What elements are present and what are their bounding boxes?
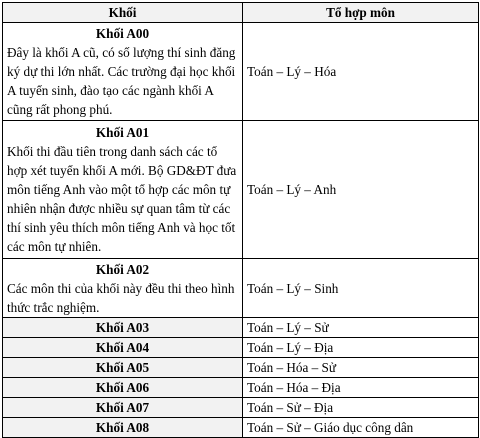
subjects-cell: Toán – Lý – Hóa — [243, 23, 479, 121]
table-row — [3, 23, 479, 121]
block-code: Khối A08 — [3, 418, 243, 438]
table-row — [3, 338, 479, 358]
subjects-cell: Toán – Lý – Sử — [243, 318, 479, 338]
subjects-cell: Toán – Sử – Giáo dục công dân — [243, 418, 479, 438]
khoi-table — [2, 2, 479, 438]
block-code: Khối A06 — [3, 378, 243, 398]
block-description: Các môn thi của khối này đều thi theo hình thức trắc nghiệm. — [7, 280, 235, 315]
subjects-cell: Toán – Lý – Địa — [243, 338, 479, 358]
subjects-cell: Toán – Hóa – Sử — [243, 358, 479, 378]
subjects-cell: Toán – Lý – Sinh — [243, 259, 479, 318]
table-row — [3, 378, 479, 398]
block-code: Khối A05 — [3, 358, 243, 378]
block-code: Khối A00 — [95, 26, 150, 41]
table-row — [3, 318, 479, 338]
block-cell — [3, 121, 243, 259]
table-row — [3, 398, 479, 418]
subjects-cell: Toán – Lý – Anh — [243, 121, 479, 259]
header-khoi: Khối — [3, 3, 243, 23]
subjects-cell: Toán – Hóa – Địa — [243, 378, 479, 398]
block-code: Khối A07 — [3, 398, 243, 418]
block-code: Khối A02 — [95, 261, 150, 277]
block-code: Khối A01 — [95, 125, 150, 140]
block-cell — [3, 259, 243, 318]
block-code: Khối A04 — [3, 338, 243, 358]
block-code: Khối A03 — [3, 318, 243, 338]
block-cell — [3, 23, 243, 121]
table-row — [3, 259, 479, 318]
table-row — [3, 121, 479, 259]
table-row — [3, 418, 479, 438]
table-row — [3, 358, 479, 378]
subjects-cell: Toán – Sử – Địa — [243, 398, 479, 418]
header-to-hop-mon: Tổ hợp môn — [243, 3, 479, 23]
block-description: Khối thi đầu tiên trong danh sách các tổ hợp xét tuyển khối A mới. Bộ GD&ĐT đưa môn tiếng Anh vào một tổ hợp các môn tự nhiên nhận được nhiều sự quan tâm từ các thí sinh yêu thích môn tiếng Anh và học tốt các môn tự nhiên. — [7, 144, 237, 254]
header-row — [3, 3, 479, 23]
block-description: Đây là khối A cũ, có số lượng thí sinh đăng ký dự thi lớn nhất. Các trường đại học khối A tuyển sinh, đào tạo các ngành khối A cũng rất phong phú. — [7, 45, 236, 117]
